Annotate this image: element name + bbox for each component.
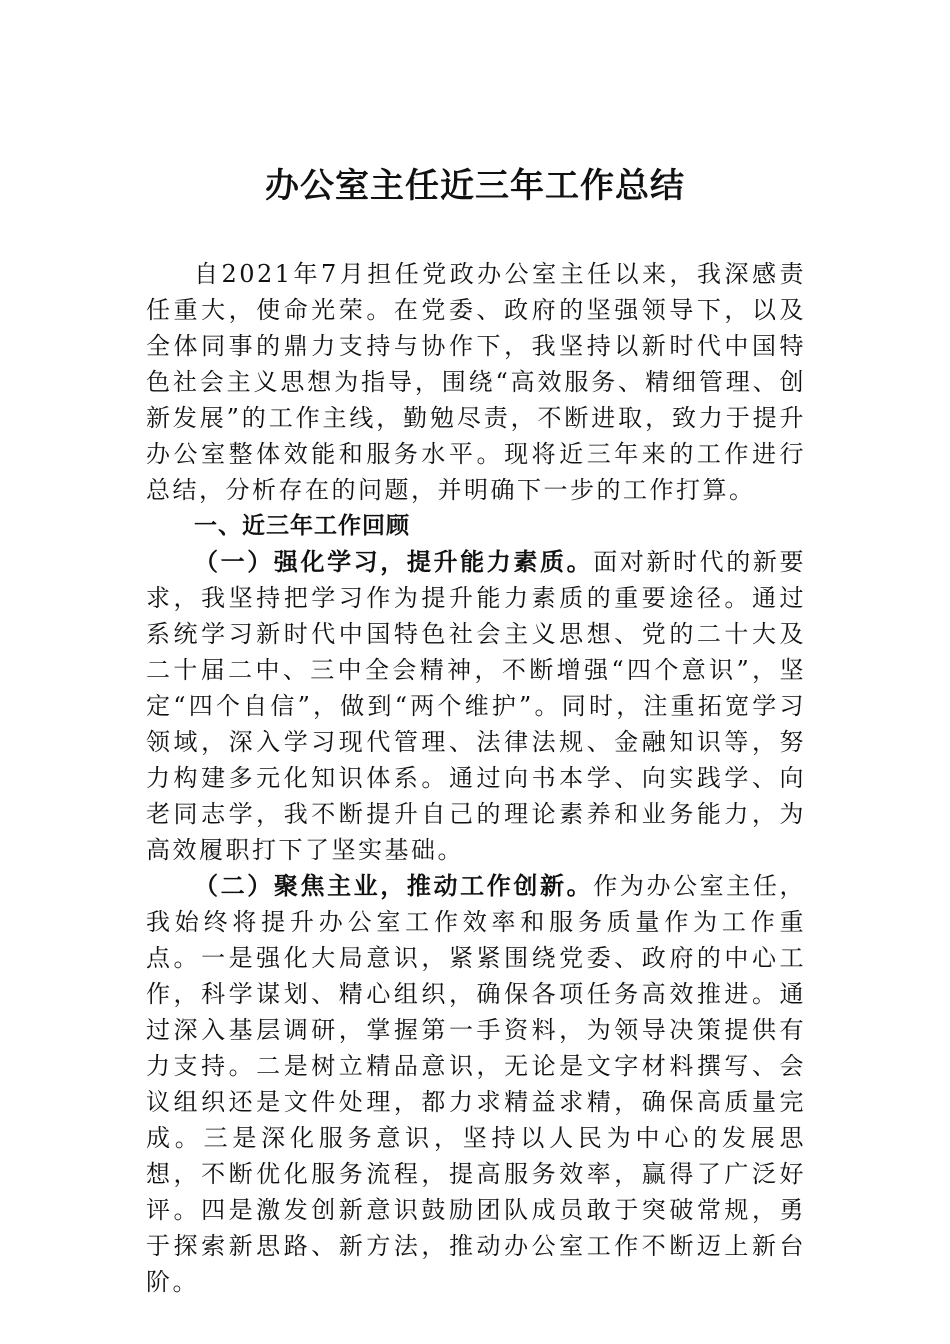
section-item-paragraph: [146, 868, 806, 1300]
section-heading: 一、近三年工作回顾: [194, 513, 410, 539]
document-body: [146, 256, 806, 1300]
item-text: 作为办公室主任，我始终将提升办公室工作效率和服务质量作为工作重点。一是强化大局意识，紧紧围绕党委、政府的中心工作，科学谋划、精心组织，确保各项任务高效推进。通过深入基层调研，掌握第一手资料，为领导决策提供有力支持。二是树立精品意识，无论是文字材料撰写、会议组织还是文件处理，都力求精益求精，确保高质量完成。三是深化服务意识，坚持以人民为中心的发展思想，不断优化服务流程，提高服务效率，赢得了广泛好评。四是激发创新意识鼓励团队成员敢于突破常规，勇于探索新思路、新方法，推动办公室工作不断迈上新台阶。: [146, 872, 807, 1296]
item-text: 面对新时代的新要求，我坚持把学习作为提升能力素质的重要途径。通过系统学习新时代中国特色社会主义思想、党的二十大及二十届二中、三中全会精神，不断增强“四个意识”，坚定“四个自信”，做到“两个维护”。同时，注重拓宽学习领域，深入学习现代管理、法律法规、金融知识等，努力构建多元化知识体系。通过向书本学、向实践学、向老同志学，我不断提升自己的理论素养和业务能力，为高效履职打下了坚实基础。: [146, 548, 807, 864]
document-title: 办公室主任近三年工作总结: [265, 166, 685, 206]
section-item-paragraph: [146, 544, 806, 868]
item-subheading: （二）聚焦主业，推动工作创新。: [194, 871, 594, 900]
item-subheading: （一）强化学习，提升能力素质。: [194, 547, 594, 576]
intro-paragraph: 自2021年7月担任党政办公室主任以来，我深感责任重大，使命光荣。在党委、政府的坚强领导下，以及全体同事的鼎力支持与协作下，我坚持以新时代中国特色社会主义思想为指导，围绕“高效服务、精细管理、创新发展”的工作主线，勤勉尽责，不断进取，致力于提升办公室整体效能和服务水平。现将近三年来的工作进行总结，分析存在的问题，并明确下一步的工作打算。: [146, 260, 806, 504]
